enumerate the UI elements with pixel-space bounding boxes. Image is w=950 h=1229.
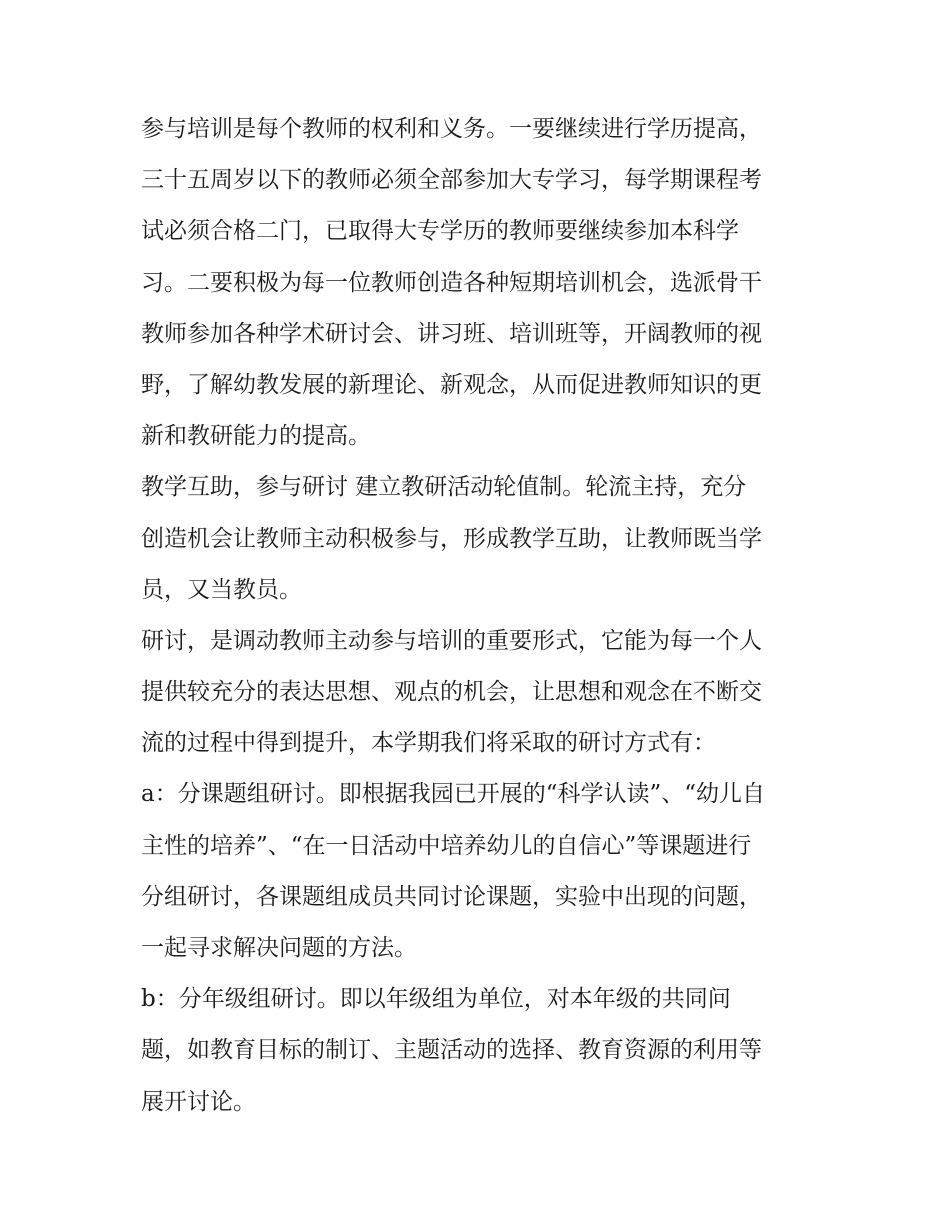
text-line: 提供较充分的表达思想、观点的机会，让思想和观念在不断交: [141, 679, 762, 706]
document-body: [141, 104, 813, 1128]
text-line: 三十五周岁以下的教师必须全部参加大专学习，每学期课程考: [141, 167, 762, 194]
text-line: 试必须合格二门，已取得大专学历的教师要继续参加本科学: [141, 218, 739, 245]
text-line: 题，如教育目标的制订、主题活动的选择、教育资源的利用等: [141, 1037, 762, 1064]
text-line: 新和教研能力的提高。: [141, 423, 371, 450]
text-line: 展开讨论。: [141, 1088, 256, 1115]
text-line: 教师参加各种学术研讨会、讲习班、培训班等，开阔教师的视: [141, 320, 762, 347]
text-line: 野，了解幼教发展的新理论、新观念，从而促进教师知识的更: [141, 371, 762, 398]
text-line: 研讨，是调动教师主动参与培训的重要形式，它能为每一个人: [141, 627, 762, 654]
text-line: 分组研讨，各课题组成员共同讨论课题，实验中出现的问题，: [141, 883, 762, 910]
text-line: 一起寻求解决问题的方法。: [141, 935, 417, 961]
text-line: 创造机会让教师主动积极参与，形成教学互助，让教师既当学: [141, 525, 762, 552]
text-line: b：分年级组研讨。即以年级组为单位，对本年级的共同问: [141, 986, 731, 1013]
text-line: a：分课题组研讨。即根据我园已开展的“科学认读”、“幼儿自: [141, 781, 765, 808]
text-line: 习。二要积极为每一位教师创造各种短期培训机会，选派骨干: [141, 269, 762, 296]
text-line: 流的过程中得到提升，本学期我们将采取的研讨方式有：: [141, 730, 716, 757]
text-line: 参与培训是每个教师的权利和义务。一要继续进行学历提高，: [141, 116, 762, 142]
text-line: 教学互助，参与研讨 建立教研活动轮值制。轮流主持，充分: [141, 474, 747, 501]
text-line: 员，又当教员。: [141, 576, 302, 603]
text-line: 主性的培养”、“在一日活动中培养幼儿的自信心”等课题进行: [141, 832, 752, 859]
